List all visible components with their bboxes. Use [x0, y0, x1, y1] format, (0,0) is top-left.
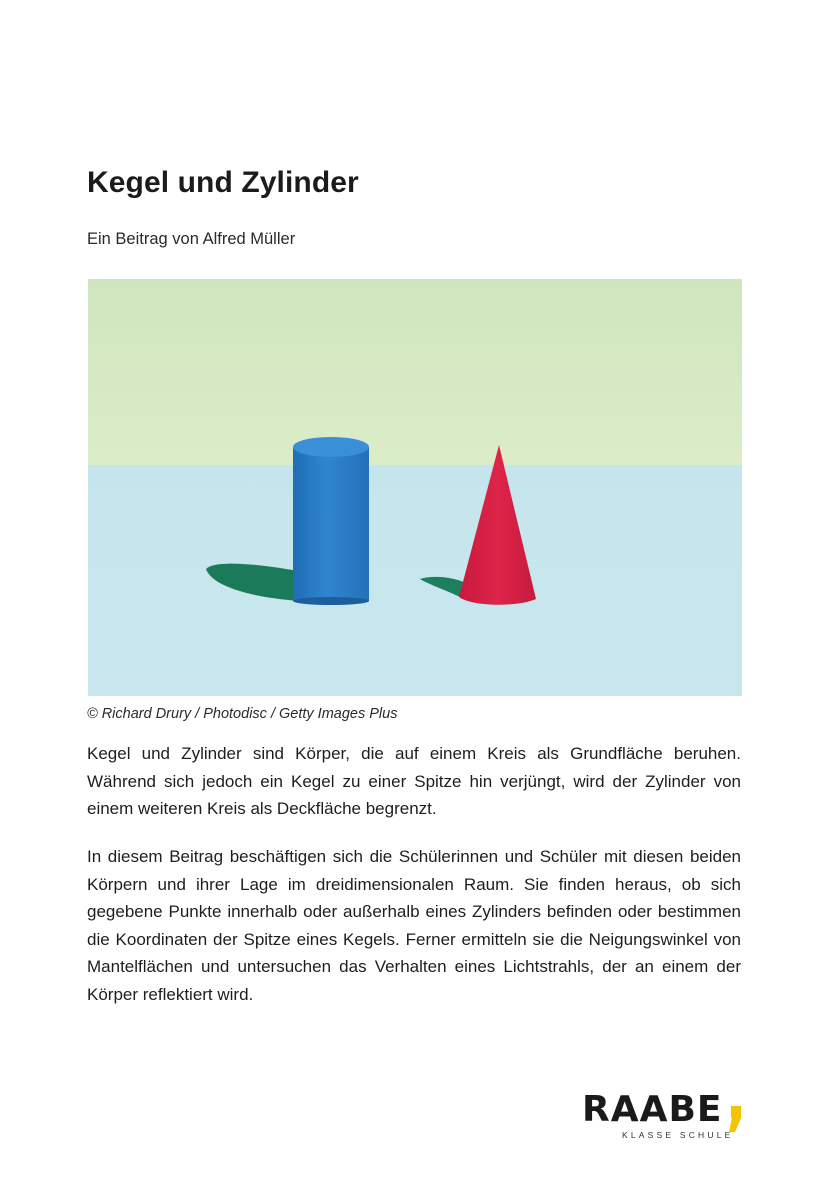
raabe-logo [582, 1090, 747, 1140]
logo-comma-icon [729, 1106, 741, 1132]
description-paragraph: In diesem Beitrag beschäftigen sich die Schülerinnen und Schüler mit diesen beiden Körpern und ihrer Lage im dreidimensionalen Raum. Sie finden heraus, ob sich gegebene Punkte innerhalb oder außerhalb eines Zylinders befinden oder bestimmen die Koordinaten der Spitze eines Kegels. Ferner ermitteln sie die Neigungswinkel von Mantelflächen und untersuchen das Verhalten eines Lichtstrahls, der an einem der Körper reflektiert wird. [87, 847, 741, 1004]
cover-photo [88, 279, 742, 696]
photo-floor [88, 465, 742, 696]
cylinder [293, 447, 369, 601]
logo-wordmark: RAABE [582, 1089, 723, 1130]
logo-tagline: KLASSE SCHULE [622, 1130, 734, 1140]
document-title: Kegel und Zylinder [87, 166, 359, 199]
cylinder-base [293, 597, 369, 605]
author-byline: Ein Beitrag von Alfred Müller [87, 230, 296, 248]
cylinder-top [293, 437, 369, 457]
image-credit: © Richard Drury / Photodisc / Getty Images Plus [87, 706, 398, 722]
intro-paragraph: Kegel und Zylinder sind Körper, die auf einem Kreis als Grundfläche beruhen. Während sich jedoch ein Kegel zu einer Spitze hin verjüngt, wird der Zylinder von einem weiteren Kreis als Deckfläche begrenzt. [87, 744, 741, 818]
photo-sky [88, 279, 742, 467]
